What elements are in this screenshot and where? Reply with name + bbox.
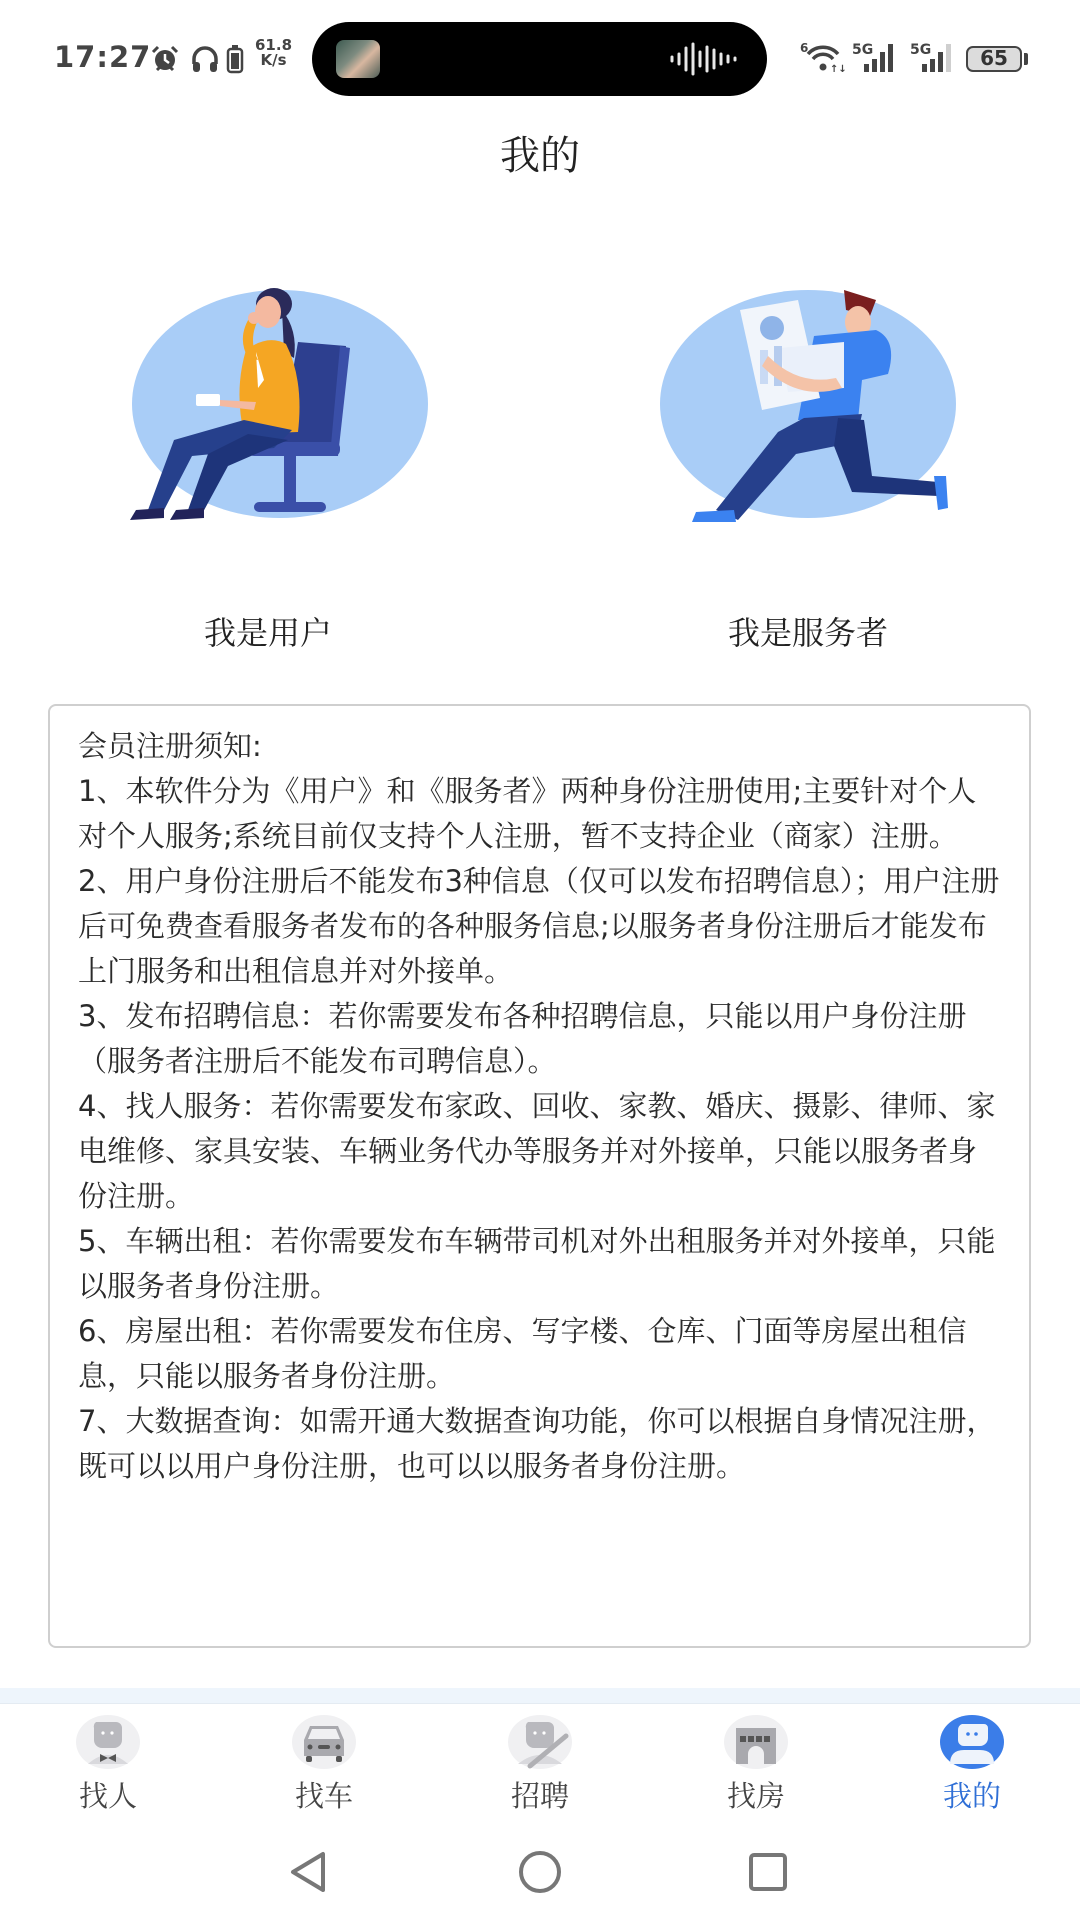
recents-icon[interactable] xyxy=(738,1842,798,1902)
svg-text:5G: 5G xyxy=(852,42,874,58)
role-user-card[interactable] xyxy=(108,270,428,652)
bottom-tab-bar xyxy=(0,1704,1080,1814)
man-carrying-documents-illustration xyxy=(648,270,968,530)
tab-label: 我的 xyxy=(942,1779,1001,1813)
notice-item-3: 3、发布招聘信息：若你需要发布各种招聘信息，只能以用户身份注册（服务者注册后不能发布司聘信息）。 xyxy=(78,999,967,1078)
net-speed xyxy=(255,38,292,68)
notice-title: 会员注册须知: xyxy=(78,729,262,763)
tab-label: 招聘 xyxy=(510,1779,569,1813)
tab-label: 找车 xyxy=(294,1779,353,1813)
wifi-icon xyxy=(800,40,848,74)
svg-text:5G: 5G xyxy=(910,42,932,58)
page-title: 我的 xyxy=(500,133,580,179)
status-time: 17:27 xyxy=(54,40,152,74)
role-user-label[interactable]: 我是用户 xyxy=(203,614,332,652)
tab-find-car[interactable] xyxy=(216,1704,432,1814)
media-thumbnail[interactable] xyxy=(336,40,380,78)
back-icon[interactable] xyxy=(279,1842,339,1902)
house-icon xyxy=(722,1714,790,1770)
net-speed-unit: K/s xyxy=(260,51,287,69)
registration-notice xyxy=(48,704,1031,1648)
tab-find-person[interactable] xyxy=(0,1704,216,1814)
notice-item-4: 4、找人服务：若你需要发布家政、回收、家教、婚庆、摄影、律师、家电维修、家具安装、车辆业务代办等服务并对外接单，只能以服务者身份注册。 xyxy=(78,1089,996,1213)
battery-tip xyxy=(1024,53,1028,65)
notice-item-6: 6、房屋出租：若你需要发布住房、写字楼、仓库、门面等房屋出租信息，只能以服务者身份注册。 xyxy=(78,1314,967,1393)
alarm-icon xyxy=(150,44,180,74)
battery-indicator: 65 xyxy=(966,46,1022,72)
car-icon xyxy=(290,1714,358,1770)
notice-item-1: 1、本软件分为《用户》和《服务者》两种身份注册使用;主要针对个人对个人服务;系统目前仅支持个人注册，暂不支持企业（商家）注册。 xyxy=(78,774,977,853)
svg-text:↑↓: ↑↓ xyxy=(830,64,847,74)
tab-find-house[interactable] xyxy=(648,1704,864,1814)
headphones-icon xyxy=(190,44,220,74)
audio-waveform-icon xyxy=(669,42,739,76)
notice-item-7: 7、大数据查询：如需开通大数据查询功能，你可以根据自身情况注册，既可以以用户身份注册，也可以以服务者身份注册。 xyxy=(78,1404,996,1483)
signal-sim2-icon xyxy=(910,40,960,74)
recruit-icon xyxy=(506,1714,574,1770)
home-icon[interactable] xyxy=(510,1842,570,1902)
status-bar xyxy=(0,0,1080,110)
role-provider-card[interactable] xyxy=(648,270,968,652)
notice-item-5: 5、车辆出租：若你需要发布车辆带司机对外出租服务并对外接单，只能以服务者身份注册。 xyxy=(78,1224,996,1303)
net-speed-value: 61.8 xyxy=(255,36,293,54)
battery-saver-icon xyxy=(226,44,244,74)
tabbar-divider xyxy=(0,1688,1080,1704)
tab-recruit[interactable] xyxy=(432,1704,648,1814)
person-bowtie-icon xyxy=(74,1714,142,1770)
dynamic-island[interactable] xyxy=(312,22,767,96)
profile-icon xyxy=(938,1714,1006,1770)
tab-label: 找人 xyxy=(78,1779,137,1813)
tab-mine[interactable] xyxy=(864,1704,1080,1814)
svg-text:6: 6 xyxy=(800,41,809,55)
signal-sim1-icon xyxy=(852,40,902,74)
role-provider-label[interactable]: 我是服务者 xyxy=(727,614,888,652)
notice-item-2: 2、用户身份注册后不能发布3种信息（仅可以发布招聘信息）；用户注册后可免费查看服务者发布的各种服务信息;以服务者身份注册后才能发布上门服务和出租信息并对外接单。 xyxy=(78,864,1000,988)
tab-label: 找房 xyxy=(726,1779,785,1813)
system-nav-bar xyxy=(0,1830,1080,1920)
woman-on-chair-illustration xyxy=(108,270,428,530)
